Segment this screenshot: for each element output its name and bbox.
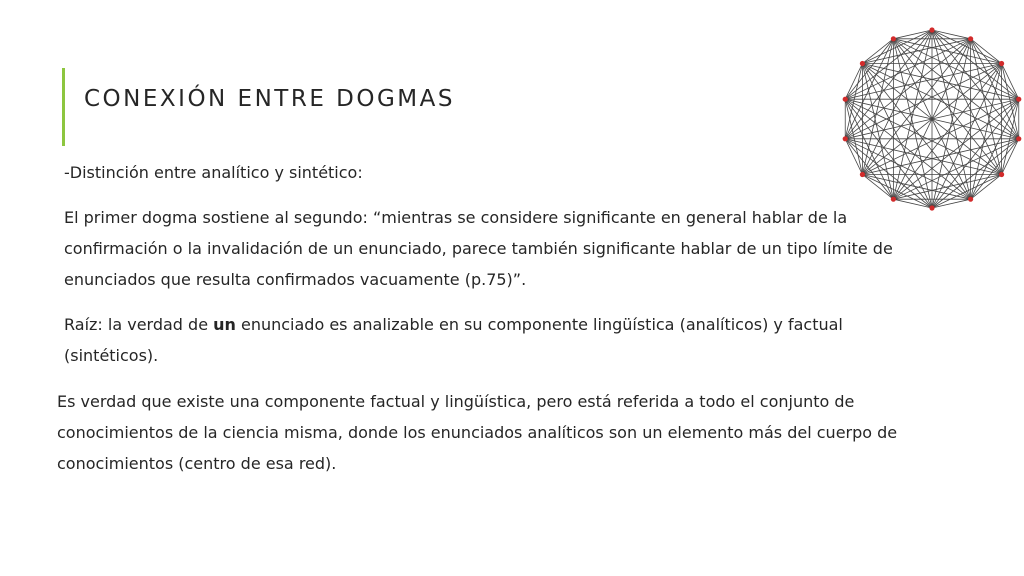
root-text-start: Raíz: la verdad de bbox=[64, 315, 214, 334]
network-node bbox=[891, 197, 896, 202]
paragraph-root bbox=[64, 309, 914, 371]
root-text-end: enunciado es analizable en su componente lingüística (analíticos) y factual (sintéticos). bbox=[64, 315, 843, 365]
paragraph-first-dogma: El primer dogma sostiene al segundo: “mientras se considere significante en general hablar de la confirmación o la invalidación de un enunciado, parece también significante hablar de un tipo límite de enunciados que resulta confirmados vacuamente (p.75)”. bbox=[64, 208, 893, 289]
complete-graph-network-icon bbox=[836, 23, 1024, 215]
network-edge bbox=[845, 39, 893, 139]
network-edge bbox=[971, 99, 1019, 199]
network-edge bbox=[845, 99, 932, 208]
network-node bbox=[999, 172, 1004, 177]
network-node bbox=[999, 61, 1004, 66]
network-edge bbox=[862, 64, 1018, 139]
network-node bbox=[860, 172, 865, 177]
network-node bbox=[968, 197, 973, 202]
network-edge bbox=[862, 174, 932, 208]
root-bold-word: un bbox=[213, 315, 236, 334]
slide-title: CONEXIÓN ENTRE DOGMAS bbox=[84, 86, 455, 112]
paragraph-conclusion: Es verdad que existe una componente factual y lingüística, pero está referida a todo el conjunto de conocimientos de la ciencia misma, donde los enunciados analíticos son un elemento más del cuerpo de conocimientos (centro de esa red). bbox=[57, 392, 898, 473]
network-edge bbox=[845, 99, 1001, 174]
title-accent-bar bbox=[62, 68, 65, 146]
paragraph-distinction: -Distinción entre analítico y sintético: bbox=[64, 163, 363, 182]
network-node bbox=[860, 61, 865, 66]
network-node bbox=[891, 36, 896, 41]
network-node bbox=[1016, 97, 1021, 102]
network-node bbox=[929, 27, 934, 32]
network-node bbox=[929, 205, 934, 210]
network-edge bbox=[845, 99, 893, 199]
network-node bbox=[843, 136, 848, 141]
network-node bbox=[1016, 136, 1021, 141]
network-edge bbox=[971, 39, 1019, 139]
network-node bbox=[968, 36, 973, 41]
network-node bbox=[843, 97, 848, 102]
